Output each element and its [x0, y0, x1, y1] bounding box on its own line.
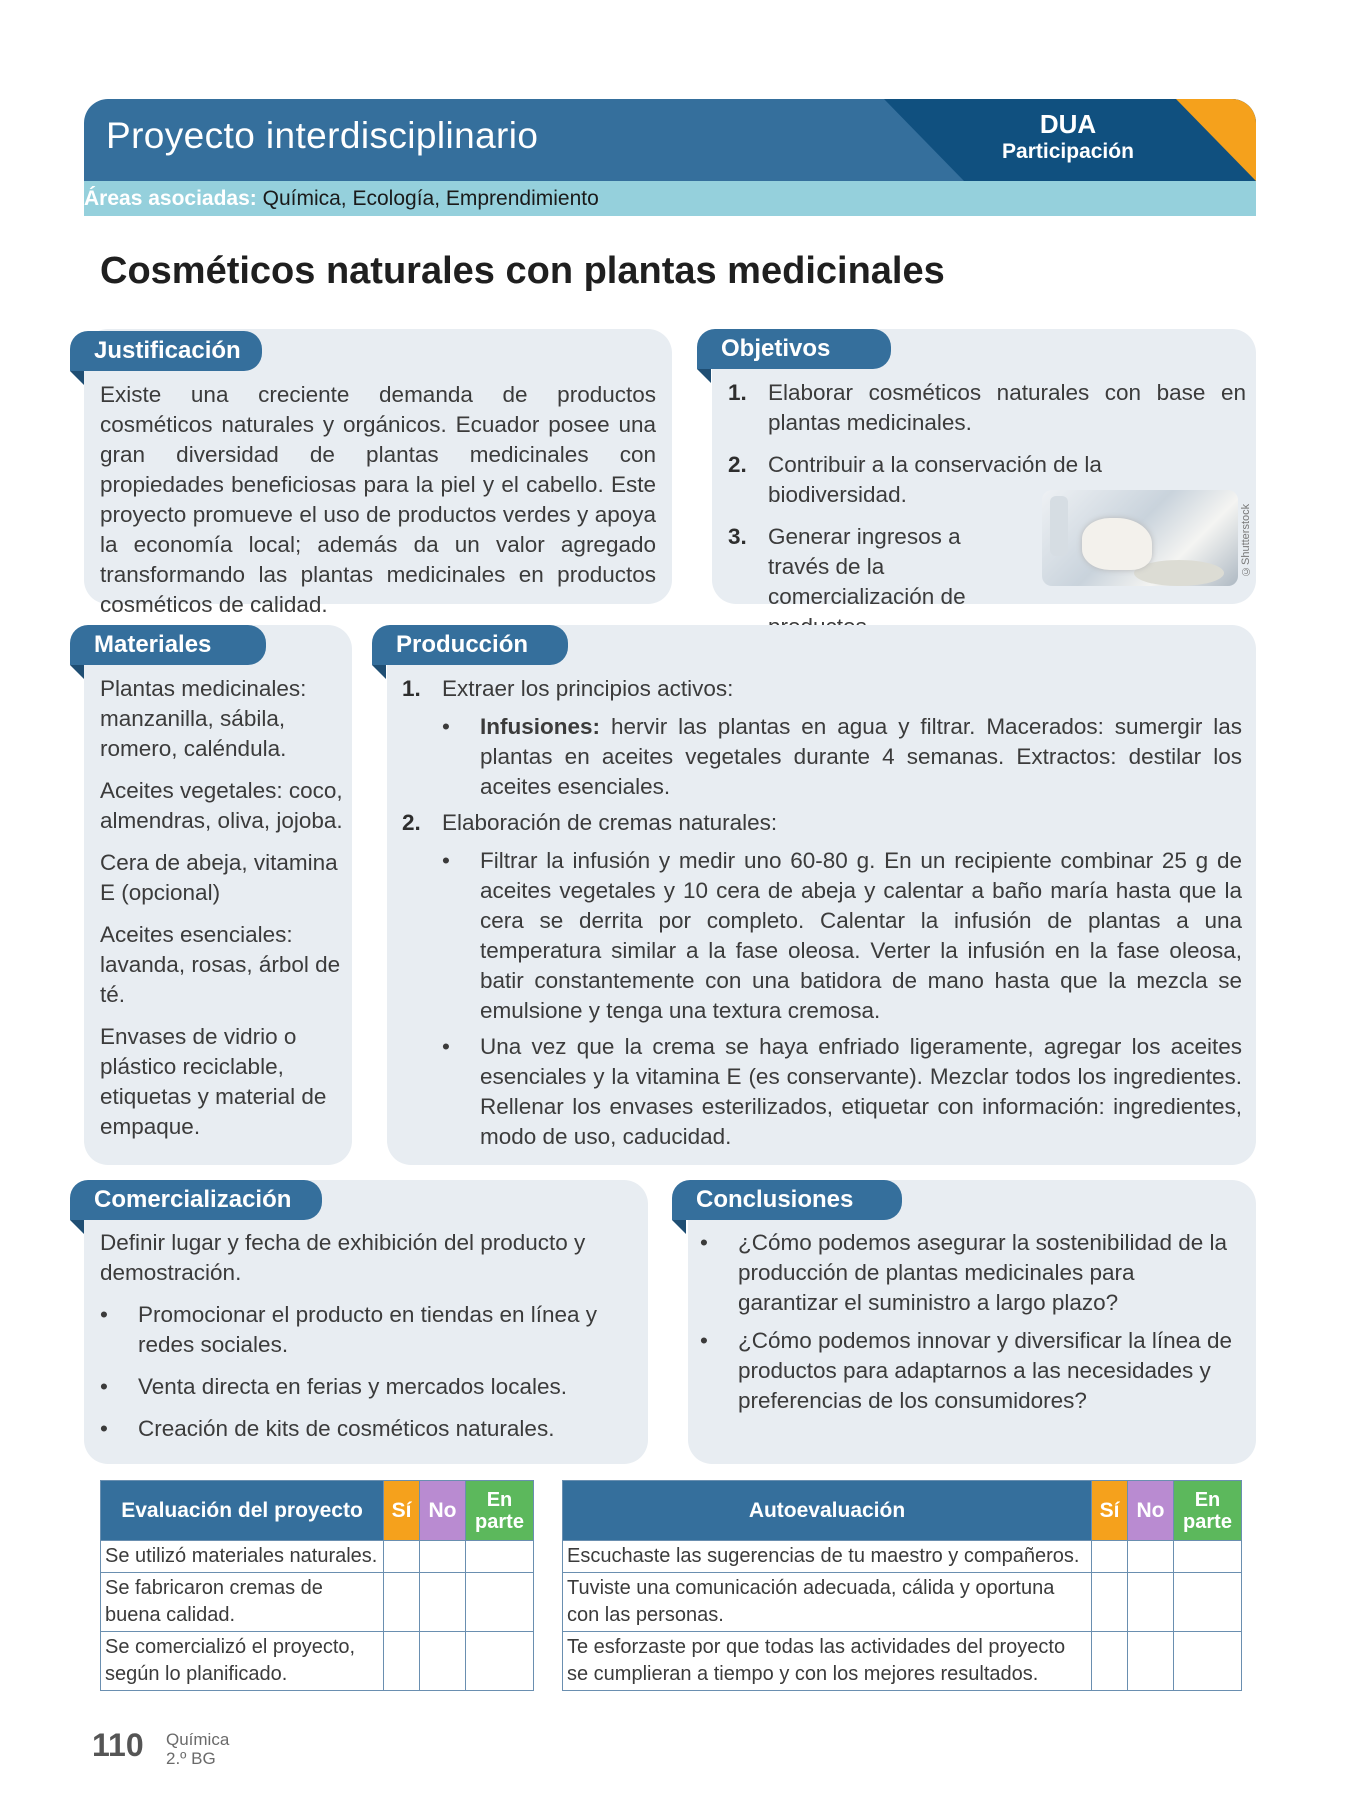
- bullet-dot: •: [100, 1302, 108, 1327]
- dua-title: DUA: [1039, 109, 1097, 139]
- produccion-step-1: [402, 674, 1242, 704]
- produccion-bullet: [402, 1032, 1242, 1152]
- areas-label: Áreas asociadas:: [84, 187, 257, 210]
- material-item: Cera de abeja, vitamina E (opcional): [100, 850, 338, 905]
- col-en-parte-2: parte: [475, 1510, 524, 1533]
- bullet-dot: •: [442, 1034, 450, 1059]
- material-item: Plantas medicinales: manzanilla, sábila, romero, caléndula.: [100, 676, 307, 761]
- check-si[interactable]: [1092, 1632, 1128, 1691]
- material-item: Aceites vegetales: coco, almendras, oliva, jojoba.: [100, 778, 343, 833]
- bullet-text: Venta directa en ferias y mercados locales.: [138, 1374, 567, 1399]
- photo-credit: ©Shutterstock: [1240, 503, 1252, 577]
- comercializacion-content: [100, 1228, 600, 1450]
- objetivo-item: [728, 522, 1028, 642]
- table-row: [563, 1573, 1242, 1632]
- page-number: 110: [92, 1727, 144, 1763]
- check-en-parte[interactable]: [1174, 1573, 1242, 1632]
- dua-subtitle: Participación: [1002, 140, 1134, 163]
- evaluacion-table: [100, 1480, 534, 1691]
- bullet-dot: •: [700, 1230, 708, 1255]
- col-si: Sí: [384, 1481, 420, 1541]
- bullet-dot: •: [700, 1328, 708, 1353]
- check-no[interactable]: [420, 1541, 466, 1573]
- criterion-text: Tuviste una comunicación adecuada, cálida y oportuna con las personas.: [563, 1573, 1092, 1632]
- comercializacion-tab: Comercialización: [70, 1180, 322, 1220]
- objetivo-item: [728, 378, 1246, 438]
- page-title: Cosméticos naturales con plantas medicinales: [100, 250, 945, 292]
- bullet-text: Una vez que la crema se haya enfriado ligeramente, agregar los aceites esenciales y la vitamina E (es conservante). Mezclar todos los ingredientes. Rellenar los envases esterilizados, etiquetar con información: ingredientes, modo de uso, caducidad.: [480, 1034, 1242, 1149]
- conclusiones-tab: Conclusiones: [672, 1180, 902, 1220]
- photo-glove: [1082, 518, 1152, 570]
- table-header-row: [101, 1481, 534, 1541]
- evaluacion-title: Evaluación del proyecto: [101, 1481, 384, 1541]
- objetivo-number: 1.: [728, 380, 747, 405]
- check-no[interactable]: [1128, 1573, 1174, 1632]
- bullet-text: hervir las plantas en agua y filtrar. Macerados: sumergir las plantas en aceites vegetales durante 4 semanas. Extractos: destilar los aceites esenciales.: [480, 714, 1242, 799]
- conclusiones-content: [700, 1228, 1240, 1422]
- objetivos-tab: Objetivos: [697, 329, 891, 369]
- check-si[interactable]: [1092, 1541, 1128, 1573]
- autoevaluacion-table: [562, 1480, 1242, 1691]
- justificacion-tab: Justificación: [70, 331, 262, 371]
- col-si: Sí: [1092, 1481, 1128, 1541]
- col-no: No: [1128, 1481, 1174, 1541]
- check-no[interactable]: [1128, 1632, 1174, 1691]
- check-si[interactable]: [384, 1573, 420, 1632]
- material-item: Envases de vidrio o plástico reciclable, etiquetas y material de empaque.: [100, 1024, 327, 1139]
- areas-band: [84, 181, 1256, 216]
- header-band: [84, 99, 1256, 216]
- col-en-parte-2: parte: [1183, 1510, 1232, 1533]
- produccion-tab: Producción: [372, 625, 568, 665]
- bullet-text: Promocionar el producto en tiendas en línea y redes sociales.: [138, 1302, 598, 1357]
- check-si[interactable]: [384, 1541, 420, 1573]
- check-en-parte[interactable]: [466, 1573, 534, 1632]
- table-row: [563, 1632, 1242, 1691]
- check-no[interactable]: [420, 1632, 466, 1691]
- criterion-text: Se utilizó materiales naturales.: [101, 1541, 384, 1573]
- step-number: 2.: [402, 810, 421, 835]
- bullet-dot: •: [442, 714, 450, 739]
- step-title: Elaboración de cremas naturales:: [442, 810, 778, 835]
- produccion-steps: [402, 674, 1242, 1158]
- objetivo-text: Elaborar cosméticos naturales con base en plantas medicinales.: [768, 380, 1246, 435]
- step-title: Extraer los principios activos:: [442, 676, 734, 701]
- table-header-row: [563, 1481, 1242, 1541]
- objetivo-number: 2.: [728, 452, 747, 477]
- materiales-list: [100, 674, 346, 1154]
- bullet-text: ¿Cómo podemos innovar y diversificar la línea de productos para adaptarnos a las necesidades y preferencias de los consumidores?: [738, 1328, 1232, 1413]
- materiales-tab: Materiales: [70, 625, 266, 665]
- col-en-parte: [1174, 1481, 1242, 1541]
- header-title: Proyecto interdisciplinario: [106, 115, 539, 156]
- criterion-text: Se comercializó el proyecto, según lo planificado.: [101, 1632, 384, 1691]
- bullet-text: Filtrar la infusión y medir uno 60-80 g. En un recipiente combinar 25 g de aceites vegetales y 10 cera de abeja y calentar a baño maría hasta que la cera se derrita por completo. Calentar la infusión de plantas a una temperatura similar a la fase oleosa. Verter la infusión en la fase oleosa, batir constantemente con una batidora de mano hasta que la mezcla se emulsione y tenga una textura cremosa.: [480, 848, 1242, 1023]
- table-row: [101, 1573, 534, 1632]
- subject-name: Química: [166, 1730, 230, 1749]
- col-en-parte-1: En: [1194, 1488, 1221, 1511]
- comercializacion-intro: Definir lugar y fecha de exhibición del producto y demostración.: [100, 1230, 586, 1285]
- lab-photo: [1042, 490, 1238, 586]
- col-en-parte: [466, 1481, 534, 1541]
- comercializacion-bullet: [100, 1414, 600, 1444]
- bullet-bold-label: Infusiones:: [480, 714, 601, 739]
- check-si[interactable]: [1092, 1573, 1128, 1632]
- table-row: [563, 1541, 1242, 1573]
- objetivo-number: 3.: [728, 524, 747, 549]
- table-row: [101, 1541, 534, 1573]
- bullet-text: Creación de kits de cosméticos naturales.: [138, 1416, 555, 1441]
- comercializacion-bullet: [100, 1300, 600, 1360]
- justificacion-text: Existe una creciente demanda de productos cosméticos naturales y orgánicos. Ecuador posee una gran diversidad de plantas medicinales con propiedades beneficiosas para la piel y el cabello. Este proyecto promueve el uso de productos verdes y apoya la economía local; además da un valor agregado transformando las plantas medicinales en productos cosméticos de calidad.: [100, 382, 656, 617]
- check-en-parte[interactable]: [466, 1632, 534, 1691]
- dua-badge: [988, 109, 1148, 165]
- header-bar: [84, 99, 1256, 181]
- col-en-parte-1: En: [486, 1488, 513, 1511]
- criterion-text: Escuchaste las sugerencias de tu maestro y compañeros.: [563, 1541, 1092, 1573]
- criterion-text: Se fabricaron cremas de buena calidad.: [101, 1573, 384, 1632]
- check-en-parte[interactable]: [466, 1541, 534, 1573]
- autoevaluacion-title: Autoevaluación: [563, 1481, 1092, 1541]
- produccion-bullet: [402, 846, 1242, 1026]
- subject-label: [166, 1730, 229, 1768]
- criterion-text: Te esforzaste por que todas las actividades del proyecto se cumplieran a tiempo y con los mejores resultados.: [563, 1632, 1092, 1691]
- check-en-parte[interactable]: [1174, 1632, 1242, 1691]
- bullet-dot: •: [100, 1416, 108, 1441]
- table-row: [101, 1632, 534, 1691]
- areas-value: Química, Ecología, Emprendimiento: [262, 187, 599, 210]
- check-no[interactable]: [1128, 1541, 1174, 1573]
- material-item: Aceites esenciales: lavanda, rosas, árbol de té.: [100, 922, 341, 1007]
- col-no: No: [420, 1481, 466, 1541]
- check-si[interactable]: [384, 1632, 420, 1691]
- produccion-step-2: [402, 808, 1242, 838]
- objetivo-text: Contribuir a la conservación de la biodiversidad.: [768, 452, 1102, 507]
- conclusion-bullet: [700, 1326, 1240, 1416]
- subject-grade: 2.º BG: [166, 1749, 216, 1768]
- bullet-dot: •: [100, 1374, 108, 1399]
- bullet-text: ¿Cómo podemos asegurar la sostenibilidad de la producción de plantas medicinales para garantizar el suministro a largo plazo?: [738, 1230, 1228, 1315]
- photo-bottle: [1050, 496, 1068, 556]
- comercializacion-bullet: [100, 1372, 600, 1402]
- produccion-bullet: [402, 712, 1242, 802]
- check-no[interactable]: [420, 1573, 466, 1632]
- check-en-parte[interactable]: [1174, 1541, 1242, 1573]
- objetivo-text: Generar ingresos a través de la comercialización de: [768, 524, 966, 609]
- conclusion-bullet: [700, 1228, 1240, 1318]
- step-number: 1.: [402, 676, 421, 701]
- bullet-dot: •: [442, 848, 450, 873]
